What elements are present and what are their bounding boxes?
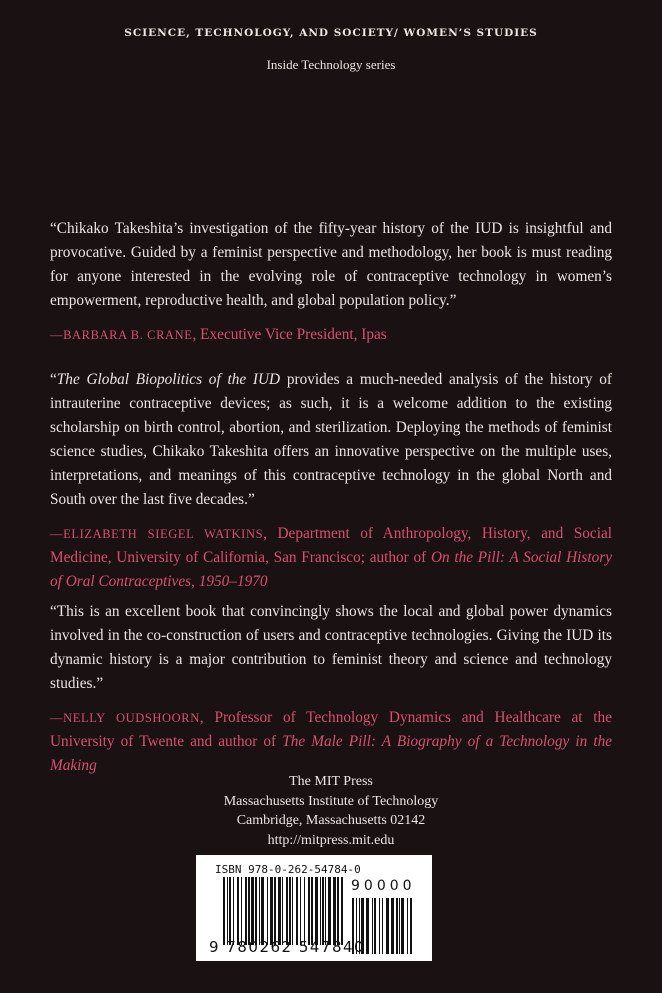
attribution-book: The Male Pill: A Biography of a Technology in the Making — [50, 733, 613, 774]
blurb-oudshoorn — [50, 600, 612, 778]
quoted-book-title: The Global Biopolitics of the IUD — [56, 371, 281, 388]
barcode-bar — [396, 898, 398, 954]
barcode-number: 9 780262 547840 — [209, 938, 366, 956]
barcode-bar — [304, 877, 305, 945]
barcode-bar — [399, 898, 400, 954]
barcode-bar — [233, 877, 234, 945]
barcode-bar — [292, 877, 293, 945]
barcode-bar — [227, 877, 228, 945]
blurb-crane — [50, 217, 612, 347]
barcode-bar — [255, 877, 257, 945]
barcode-bar — [296, 877, 298, 945]
barcode-bar — [401, 898, 404, 954]
isbn-barcode — [196, 855, 432, 961]
barcode-bars — [223, 877, 345, 945]
barcode-bar — [410, 898, 412, 954]
blurb-quote: “This is an excellent book that convincingly shows the local and global power dynamics involved in the co-construction of users and contraceptive technologies. Giving the IUD its dynamic history is a major contribution to feminist theory and science and technology studies.” — [50, 603, 612, 692]
barcode-bar — [289, 877, 291, 945]
barcode-bar — [382, 898, 383, 954]
publisher-name: The MIT Press — [289, 774, 373, 789]
barcode-bar — [320, 877, 321, 945]
publisher-info — [0, 772, 662, 850]
barcode-bar — [229, 877, 231, 945]
blurb-watkins — [50, 368, 612, 594]
barcode-bar — [341, 877, 343, 945]
attribution-name: —ELIZABETH SIEGEL WATKINS — [50, 527, 264, 541]
barcode-bar — [259, 877, 260, 945]
blurb-quote: “Chikako Takeshita’s investigation of the fifty-year history of the IUD is insightful and provocative. Guided by a feminist perspective and methodology, her book is must reading for anyone interested in the evolving role of contraceptive technology in women’s empowerment, reproductive health, and global population policy.” — [50, 220, 612, 309]
barcode-bar — [270, 877, 273, 945]
attribution-book: On the Pill: A Social History of Oral Contraceptives, 1950–1970 — [50, 549, 613, 590]
barcode-bar — [315, 877, 318, 945]
barcode-bar — [223, 877, 225, 945]
barcode-bar — [391, 898, 394, 954]
attribution-affiliation: , Executive Vice President, Ipas — [192, 326, 387, 343]
barcode-bar — [278, 877, 281, 945]
publisher-address: Cambridge, Massachusetts 02142 — [236, 813, 426, 828]
barcode-bar — [245, 877, 247, 945]
isbn-label: ISBN 978-0-262-54784-0 — [215, 863, 361, 876]
barcode-bar — [267, 877, 268, 945]
barcode-bar — [300, 877, 301, 945]
attribution-name: —NELLY OUDSHOORN — [50, 711, 200, 725]
barcode-bar — [374, 898, 376, 954]
barcode-bar — [237, 877, 239, 945]
barcode-bar — [407, 898, 408, 954]
blurb-quote — [50, 368, 612, 512]
blurb-attribution — [50, 706, 612, 778]
barcode-bar — [286, 877, 288, 945]
barcode-addon-number: 90000 — [351, 878, 416, 894]
quote-text: provides a much-needed analysis of the history of intrauterine contraceptive devices; as such, it is a welcome addition to the existing scholarship on birth control, abortion, and sterilization. Deploying the methods of feminist science studies, Chikako Takeshita offers an innovative perspective on the multiple uses, interpretations, and meanings of this contraceptive technology in the global North and South over the last five decades.” — [50, 371, 612, 508]
publisher-url: http://mitpress.mit.edu — [267, 832, 395, 848]
barcode-bar — [282, 877, 283, 945]
quote-mark: “ — [50, 371, 57, 388]
barcode-bar — [372, 898, 373, 954]
barcode-bar — [251, 877, 254, 945]
barcode-bar — [337, 877, 339, 945]
barcode-bar — [379, 898, 380, 954]
barcode-bar — [333, 877, 336, 945]
publisher-institute: Massachusetts Institute of Technology — [223, 793, 439, 809]
blurb-attribution — [50, 323, 612, 347]
barcode-bar — [308, 877, 310, 945]
barcode-bar — [366, 898, 369, 954]
barcode-bar — [386, 898, 389, 954]
barcode-bar — [322, 877, 324, 945]
barcode-bar — [274, 877, 276, 945]
barcode-bar — [261, 877, 264, 945]
attribution-affiliation: , Department of Anthropology, History, and Social Medicine, University of California, San Francisco; author of — [50, 525, 613, 566]
attribution-name: —BARBARA B. CRANE — [50, 328, 193, 342]
series-name: Inside Technology series — [266, 57, 396, 72]
barcode-bar — [325, 877, 326, 945]
barcode-bar — [241, 877, 242, 945]
subject-category: SCIENCE, TECHNOLOGY, AND SOCIETY/ WOMEN’S STUDIES — [124, 27, 538, 39]
barcode-bar — [311, 877, 313, 945]
barcode-bar — [328, 877, 331, 945]
attribution-affiliation: , Professor of Technology Dynamics and Healthcare at the University of Twente and author of — [50, 709, 612, 750]
barcode-bar — [248, 877, 250, 945]
blurb-attribution — [50, 522, 612, 594]
